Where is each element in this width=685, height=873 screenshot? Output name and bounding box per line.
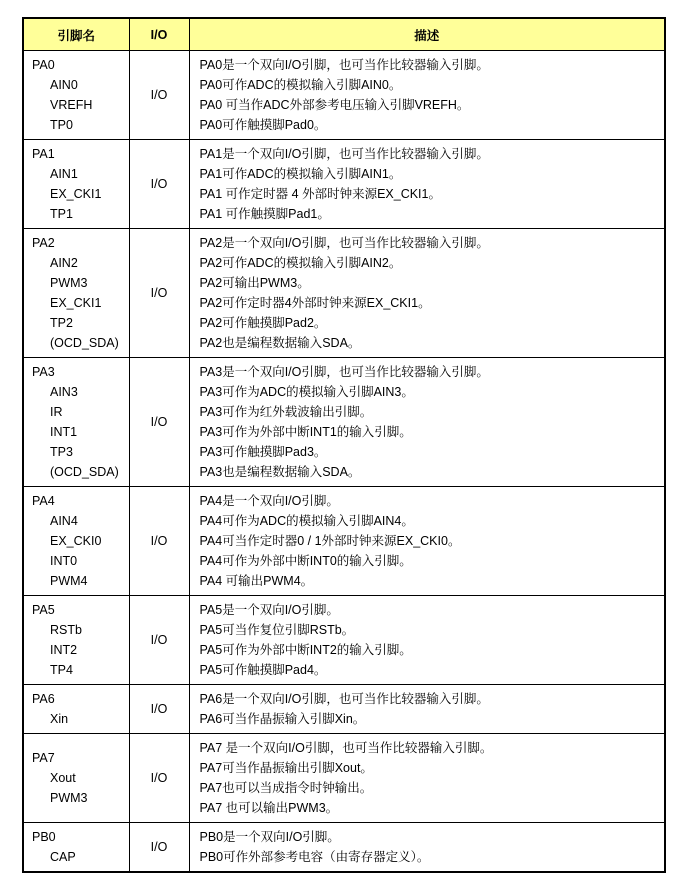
pin-primary-name: PA7 — [32, 751, 55, 765]
io-cell: I/O — [129, 685, 189, 734]
header-io: I/O — [129, 18, 189, 51]
pin-alternate-name: TP0 — [50, 118, 73, 132]
pin-alternate-name: PWM4 — [50, 574, 88, 588]
pin-alternate-name: Xout — [50, 771, 76, 785]
pin-alternate-name: EX_CKI1 — [50, 296, 102, 310]
description-line: PA3也是编程数据输入SDA。 — [199, 465, 361, 479]
table-row — [23, 358, 665, 487]
description-line: PA6可当作晶振输入引脚Xin。 — [199, 712, 366, 726]
description-cell — [189, 140, 665, 229]
pin-name-cell — [23, 51, 129, 140]
header-row — [23, 18, 665, 51]
pin-name-cell — [23, 358, 129, 487]
description-cell — [189, 685, 665, 734]
io-cell: I/O — [129, 358, 189, 487]
pin-name-cell — [23, 596, 129, 685]
io-cell: I/O — [129, 734, 189, 823]
description-line: PA2可作触摸脚Pad2。 — [199, 316, 327, 330]
description-line: PA2可作定时器4外部时钟来源EX_CKI1。 — [199, 296, 431, 310]
pin-primary-name: PA4 — [32, 494, 55, 508]
io-cell: I/O — [129, 596, 189, 685]
description-line: PA2可输出PWM3。 — [199, 276, 310, 290]
description-line: PA7 是一个双向I/O引脚，也可当作比较器输入引脚。 — [199, 741, 493, 755]
table-row — [23, 51, 665, 140]
description-line: PA7也可以当成指令时钟输出。 — [199, 781, 373, 795]
description-line: PA3可作为红外载波输出引脚。 — [199, 405, 373, 419]
pin-alternate-name: TP2 — [50, 316, 73, 330]
description-line: PA4可当作定时器0 / 1外部时钟来源EX_CKI0。 — [199, 534, 461, 548]
description-cell — [189, 487, 665, 596]
pin-alternate-name: AIN1 — [50, 167, 78, 181]
pin-name-cell — [23, 734, 129, 823]
table-row — [23, 823, 665, 873]
description-line: PA3可作为外部中断INT1的输入引脚。 — [199, 425, 412, 439]
pin-name-cell — [23, 140, 129, 229]
pin-primary-name: PA3 — [32, 365, 55, 379]
pin-description-table — [22, 17, 666, 873]
description-line: PA5可作为外部中断INT2的输入引脚。 — [199, 643, 412, 657]
pin-alternate-name: PWM3 — [50, 276, 88, 290]
pin-alternate-name: TP4 — [50, 663, 73, 677]
description-line: PA0可作ADC的模拟输入引脚AIN0。 — [199, 78, 402, 92]
pin-alternate-name: AIN2 — [50, 256, 78, 270]
pin-name-cell — [23, 229, 129, 358]
description-line: PA3是一个双向I/O引脚，也可当作比较器输入引脚。 — [199, 365, 489, 379]
description-line: PA4 可输出PWM4。 — [199, 574, 314, 588]
description-cell — [189, 229, 665, 358]
io-cell: I/O — [129, 140, 189, 229]
description-line: PA4可作为ADC的模拟输入引脚AIN4。 — [199, 514, 414, 528]
pin-alternate-name: AIN3 — [50, 385, 78, 399]
description-cell — [189, 823, 665, 873]
description-line: PA0 可当作ADC外部参考电压输入引脚VREFH。 — [199, 98, 470, 112]
pin-alternate-name: Xin — [50, 712, 69, 726]
pin-primary-name: PA5 — [32, 603, 55, 617]
pin-alternate-name: VREFH — [50, 98, 93, 112]
description-cell — [189, 596, 665, 685]
pin-alternate-name: TP1 — [50, 207, 73, 221]
table-row — [23, 734, 665, 823]
pin-name-cell — [23, 685, 129, 734]
pin-alternate-name: CAP — [50, 850, 76, 864]
pin-alternate-name: INT1 — [50, 425, 78, 439]
description-line: PA2也是编程数据输入SDA。 — [199, 336, 361, 350]
description-line: PA1 可作触摸脚Pad1。 — [199, 207, 330, 221]
description-line: PA0可作触摸脚Pad0。 — [199, 118, 327, 132]
description-line: PA5可作触摸脚Pad4。 — [199, 663, 327, 677]
description-line: PA4可作为外部中断INT0的输入引脚。 — [199, 554, 412, 568]
table-row — [23, 229, 665, 358]
pin-alternate-name: TP3 — [50, 445, 73, 459]
description-line: PA5可当作复位引脚RSTb。 — [199, 623, 355, 637]
table-row — [23, 596, 665, 685]
description-line: PA2可作ADC的模拟输入引脚AIN2。 — [199, 256, 402, 270]
description-line: PA7可当作晶振输出引脚Xout。 — [199, 761, 373, 775]
pin-primary-name: PA0 — [32, 58, 55, 72]
pin-alternate-name: IR — [50, 405, 63, 419]
pin-primary-name: PB0 — [32, 830, 56, 844]
table-row — [23, 685, 665, 734]
description-line: PB0是一个双向I/O引脚。 — [199, 830, 340, 844]
description-line: PA5是一个双向I/O引脚。 — [199, 603, 339, 617]
pin-alternate-name: INT0 — [50, 554, 78, 568]
description-line: PA2是一个双向I/O引脚，也可当作比较器输入引脚。 — [199, 236, 489, 250]
pin-name-cell — [23, 487, 129, 596]
io-cell: I/O — [129, 51, 189, 140]
pin-alternate-name: EX_CKI1 — [50, 187, 102, 201]
description-line: PA1可作ADC的模拟输入引脚AIN1。 — [199, 167, 402, 181]
description-line: PA0是一个双向I/O引脚，也可当作比较器输入引脚。 — [199, 58, 489, 72]
description-line: PA3可作触摸脚Pad3。 — [199, 445, 327, 459]
description-line: PA7 也可以输出PWM3。 — [199, 801, 339, 815]
pin-primary-name: PA2 — [32, 236, 55, 250]
pin-alternate-name: PWM3 — [50, 791, 88, 805]
io-cell: I/O — [129, 823, 189, 873]
table-row — [23, 487, 665, 596]
description-line: PB0可作外部参考电容（由寄存器定义）。 — [199, 850, 430, 864]
pin-alternate-name: INT2 — [50, 643, 78, 657]
table-body — [23, 51, 665, 873]
header-pin-name: 引脚名 — [23, 18, 129, 51]
description-line: PA1是一个双向I/O引脚，也可当作比较器输入引脚。 — [199, 147, 489, 161]
pin-alternate-name: EX_CKI0 — [50, 534, 102, 548]
description-cell — [189, 51, 665, 140]
pin-alternate-name: RSTb — [50, 623, 82, 637]
io-cell: I/O — [129, 229, 189, 358]
description-line: PA4是一个双向I/O引脚。 — [199, 494, 339, 508]
description-line: PA1 可作定时器 4 外部时钟来源EX_CKI1。 — [199, 187, 441, 201]
pin-alternate-name: (OCD_SDA) — [50, 336, 119, 350]
pin-primary-name: PA1 — [32, 147, 55, 161]
pin-alternate-name: AIN4 — [50, 514, 78, 528]
pin-primary-name: PA6 — [32, 692, 55, 706]
pin-alternate-name: AIN0 — [50, 78, 78, 92]
description-cell — [189, 358, 665, 487]
header-description: 描述 — [189, 18, 665, 51]
table-row — [23, 140, 665, 229]
description-line: PA6是一个双向I/O引脚，也可当作比较器输入引脚。 — [199, 692, 489, 706]
pin-alternate-name: (OCD_SDA) — [50, 465, 119, 479]
description-line: PA3可作为ADC的模拟输入引脚AIN3。 — [199, 385, 414, 399]
table-header — [23, 18, 665, 51]
io-cell: I/O — [129, 487, 189, 596]
pin-name-cell — [23, 823, 129, 873]
description-cell — [189, 734, 665, 823]
